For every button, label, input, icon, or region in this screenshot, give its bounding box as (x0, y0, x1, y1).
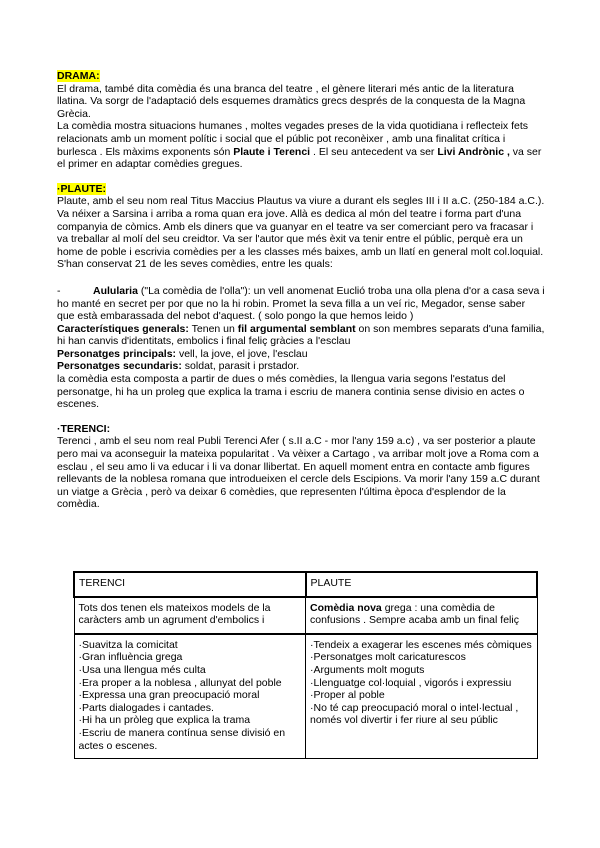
list-item: ·Suavitza la comicitat (78, 638, 178, 651)
heading-plaute: ·PLAUTE: (57, 182, 106, 195)
table-cell (74, 634, 306, 759)
terenci-features-list (79, 639, 302, 752)
heading-terenci: ·TERENCI: (57, 422, 111, 435)
table-cell: Comèdia nova grega : una comèdia de confusions . Sempre acaba amb un final feliç (306, 597, 538, 634)
list-item: ·Hi ha un pròleg que explica la trama (78, 714, 251, 727)
list-item: ·Arguments molt moguts (310, 663, 425, 676)
table-cell (306, 634, 538, 759)
paragraph: Plaute, amb el seu nom real Titus Maccius Plautus va viure a durant els segles III i II a.C. (250-184 a.C.). Va néixer a Sarsina i arriba a roma quan era jove. Allà es dedica al món del teatre i forma part d'una companyia de còmics. Amb els diners que va guanyar en el teatre va ser comerciant pero va fracasar i va treballar al molí del seu creidtor. Va ser l'autor que més èxit va tenir entre el públic, perquè era un home de poble i escrivia comèdies per a les classes més baixes, amb un llatí en general molt col.loquial. S'han conservat 21 de les seves comèdies, entre les quals: (57, 195, 545, 271)
paragraph: Personatges secundaris: soldat, parasit i prstador. (57, 360, 300, 373)
list-item: ·Gran influència grega (78, 651, 183, 664)
list-item: ·Parts dialogades i cantades. (78, 701, 214, 714)
list-item: ·Personatges molt caricaturescos (310, 651, 466, 664)
list-item: ·Escriu de manera contínua sense divisió en actes o escenes. (78, 726, 286, 752)
table-cell: Tots dos tenen els mateixos models de la caràcters amb un agrument d'embolics i (74, 597, 306, 634)
paragraph: La comèdia mostra situacions humanes , moltes vegades preses de la vida quotidiana i reflecteix fets relacionats amb un moment polític i social que el públic pot reconèixer , amb una finalitat crítica i burlesca . Els màxims exponents són Plaute i Terenci . El seu antecedent va ser Livi Andrònic , va ser el primer en adaptar comèdies gregues. (57, 120, 542, 171)
comparison-table (73, 571, 538, 759)
document-body (57, 70, 545, 523)
table-header-terenci: TERENCI (74, 572, 306, 597)
list-item: ·No té cap preocupació moral o intel·lectual , només vol divertir i fer riure al seu públic (310, 701, 519, 727)
list-item: ·Usa una llengua més culta (78, 663, 206, 676)
paragraph: la comèdia esta composta a partir de dues o més comèdies, la llengua varia segons l'estatus del personatge, hi ha un proleg que explica la trama i escriu de manera continia sense divisio en actes o escenes. (57, 373, 525, 411)
list-item: - Aulularia ("La comèdia de l'olla"): un vell anomenat Euclió troba una olla plena d'or a casa seva i ho manté en secret per por que no la hi robin. Promet la seva filla a un veí ric, Megador, sense saber que està embarassada del nebot d'aquest. ( solo pongo la que hemos leido ) (57, 284, 545, 323)
list-item: ·Llenguatge col·loquial , vigorós i expressiu (310, 676, 512, 689)
paragraph: El drama, també dita comèdia és una branca del teatre , el gènere literari més antic de la literatura llatina. Va sorgr de l'adaptació dels esquemes dramàtics grecs després de la conquesta de la Magna Grècia. (57, 82, 526, 120)
section-plaute (57, 183, 545, 411)
list-item: ·Tendeix a exagerar les escenes més còmiques (310, 638, 532, 651)
paragraph: Característiques generals: Tenen un fil argumental semblant on son membres separats d'una familia, hi han canvis d'identitats, embolics i final feliç gràcies a l'esclau (57, 322, 545, 348)
list-item: ·Proper al poble (310, 689, 385, 702)
section-terenci (57, 423, 545, 511)
paragraph: Personatges principals: vell, la jove, el jove, l'esclau (57, 347, 308, 360)
list-item: ·Expressa una gran preocupació moral (78, 689, 260, 702)
table-header-plaute: PLAUTE (306, 572, 538, 597)
dash-bullet: - (57, 284, 61, 297)
plaute-features-list (310, 639, 533, 727)
list-item: ·Era proper a la noblesa , allunyat del poble (78, 676, 282, 689)
section-drama (57, 70, 545, 171)
heading-drama: DRAMA: (57, 70, 100, 82)
paragraph: Terenci , amb el seu nom real Publi Terenci Afer ( s.II a.C - mor l'any 159 a.c) , va ser posterior a plaute pero mai va aconseguir la mateixa popularitat . Va vèixer a Cartago , va arribar molt jove a Roma com a esclau , el seu amo li va educar i li va donar llibertat. En aquell moment entra en contacte amb figures rellevants de la noblesa romana que introdueixen el cercle dels Escipions. Va morir l'any 159 a.C durant un viatge a Grècia , però va deixar 6 comèdies, que representen l'última època d'esplendor de la comèdia. (57, 435, 540, 511)
